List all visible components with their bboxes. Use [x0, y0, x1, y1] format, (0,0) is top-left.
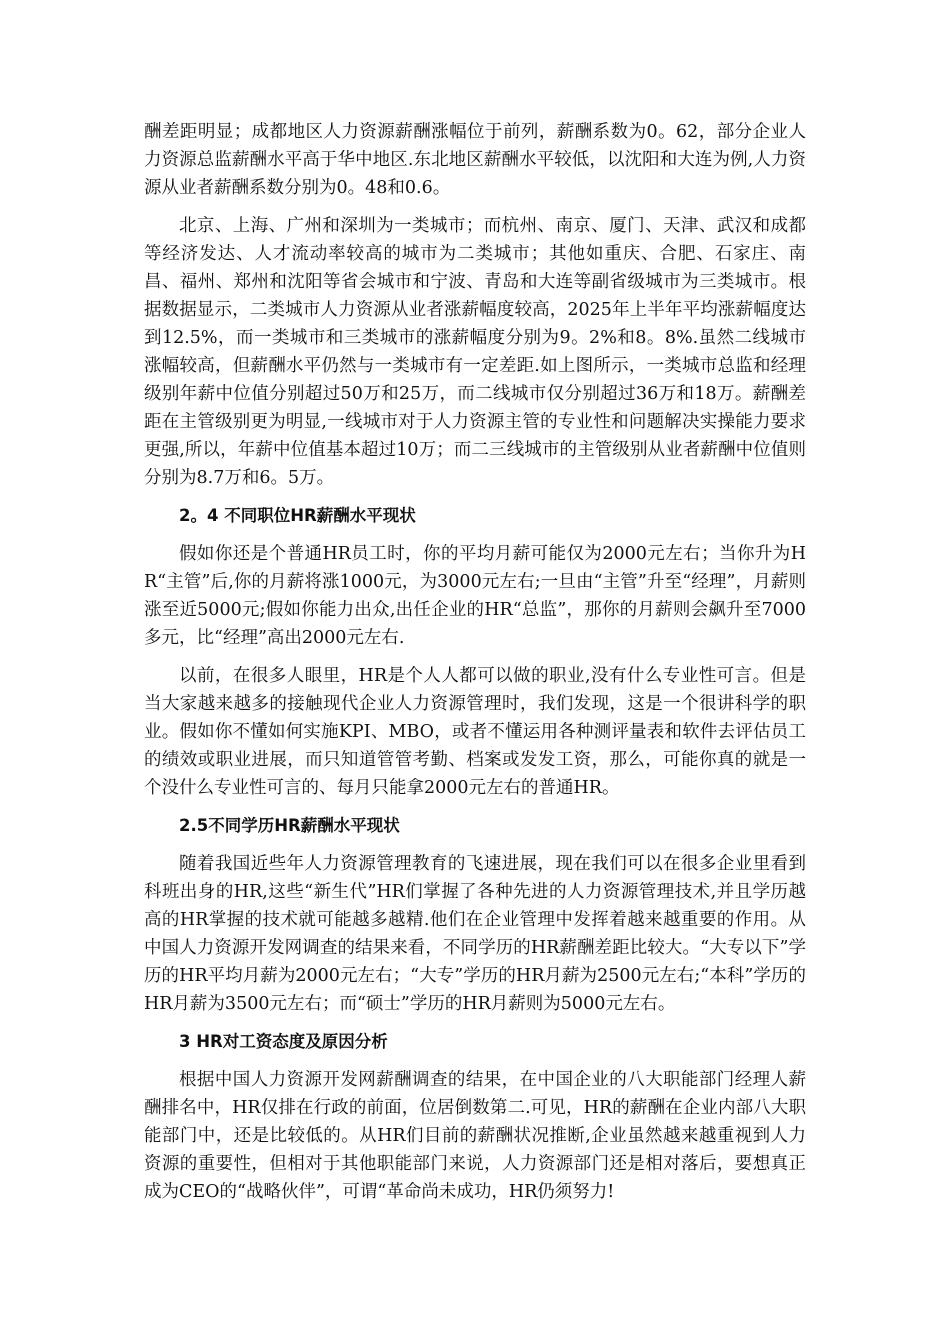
paragraph-education-salary: 随着我国近些年人力资源管理教育的飞速进展，现在我们可以在很多企业里看到科班出身的HR,这些“新生代”HR们掌握了各种先进的人力资源管理技术,并且学历越高的HR掌握的技术就可能越多越精.他们在企业管理中发挥着越来越重要的作用。从中国人力资源开发网调查的结果来看，不同学历的HR薪酬差距比较大。“大专以下”学历的HR平均月薪为2000元左右；“大专”学历的HR月薪为2500元左右;“本科”学历的HR月薪为3500元左右；而“硕士”学历的HR月薪则为5000元左右。 — [144, 854, 806, 1014]
paragraph-city-tiers: 北京、上海、广州和深圳为一类城市；而杭州、南京、厦门、天津、武汉和成都等经济发达、人才流动率较高的城市为二类城市；其他如重庆、合肥、石家庄、南昌、福州、郑州和沈阳等省会城市和宁波、青岛和大连等副省级城市为三类城市。根据数据显示，二类城市人力资源从业者涨薪幅度较高，2025年上半年平均涨薪幅度达到12.5%，而一类城市和三类城市的涨薪幅度分别为9。2%和8。8%.虽然二线城市涨幅较高，但薪酬水平仍然与一类城市有一定差距.如上图所示，一类城市总监和经理级别年薪中位值分别超过50万和25万，而二线城市仅分别超过36万和18万。薪酬差距在主管级别更为明显,一线城市对于人力资源主管的专业性和问题解决实操能力要求更强,所以，年薪中位值基本超过10万；而二三线城市的主管级别从业者薪酬中位值则分别为8.7万和6。5万。 — [144, 216, 806, 488]
section-heading-2-5: 2.5不同学历HR薪酬水平现状 — [179, 816, 400, 835]
paragraph-attitude-analysis: 根据中国人力资源开发网薪酬调查的结果，在中国企业的八大职能部门经理人薪酬排名中，HR仅排在行政的前面，位居倒数第二.可见，HR的薪酬在企业内部八大职能部门中，还是比较低的。从HR们目前的薪酬状况推断,企业虽然越来越重视到人力资源的重要性，但相对于其他职能部门来说，人力资源部门还是相对落后，要想真正成为CEO的“战略伙伴”，可谓“革命尚未成功，HR仍须努力! — [144, 1070, 806, 1202]
section-heading-3: 3 HR对工资态度及原因分析 — [179, 1032, 388, 1051]
document-page — [144, 118, 806, 1216]
section-heading-2-4: 2。4 不同职位HR薪酬水平现状 — [179, 506, 416, 525]
paragraph-regional-salary: 酬差距明显；成都地区人力资源薪酬涨幅位于前列，薪酬系数为0。62，部分企业人力资源总监薪酬水平高于华中地区.东北地区薪酬水平较低，以沈阳和大连为例,人力资源从业者薪酬系数分别为0。48和0.6。 — [144, 122, 806, 198]
paragraph-professionalism: 以前，在很多人眼里，HR是个人人都可以做的职业,没有什么专业性可言。但是当大家越来越多的接触现代企业人力资源管理时，我们发现，这是一个很讲科学的职业。假如你不懂如何实施KPI、MBO，或者不懂运用各种测评量表和软件去评估员工的绩效或职业进展，而只知道管管考勤、档案或发发工资，那么，可能你真的就是一个没什么专业性可言的、每月只能拿2000元左右的普通HR。 — [144, 666, 806, 798]
paragraph-position-salary: 假如你还是个普通HR员工时，你的平均月薪可能仅为2000元左右；当你升为HR“主管”后,你的月薪将涨1000元，为3000元左右;一旦由“主管”升至“经理”，月薪则涨至近5000元;假如你能力出众,出任企业的HR“总监”，那你的月薪则会飙升至7000多元，比“经理”高出2000元左右. — [144, 544, 806, 648]
